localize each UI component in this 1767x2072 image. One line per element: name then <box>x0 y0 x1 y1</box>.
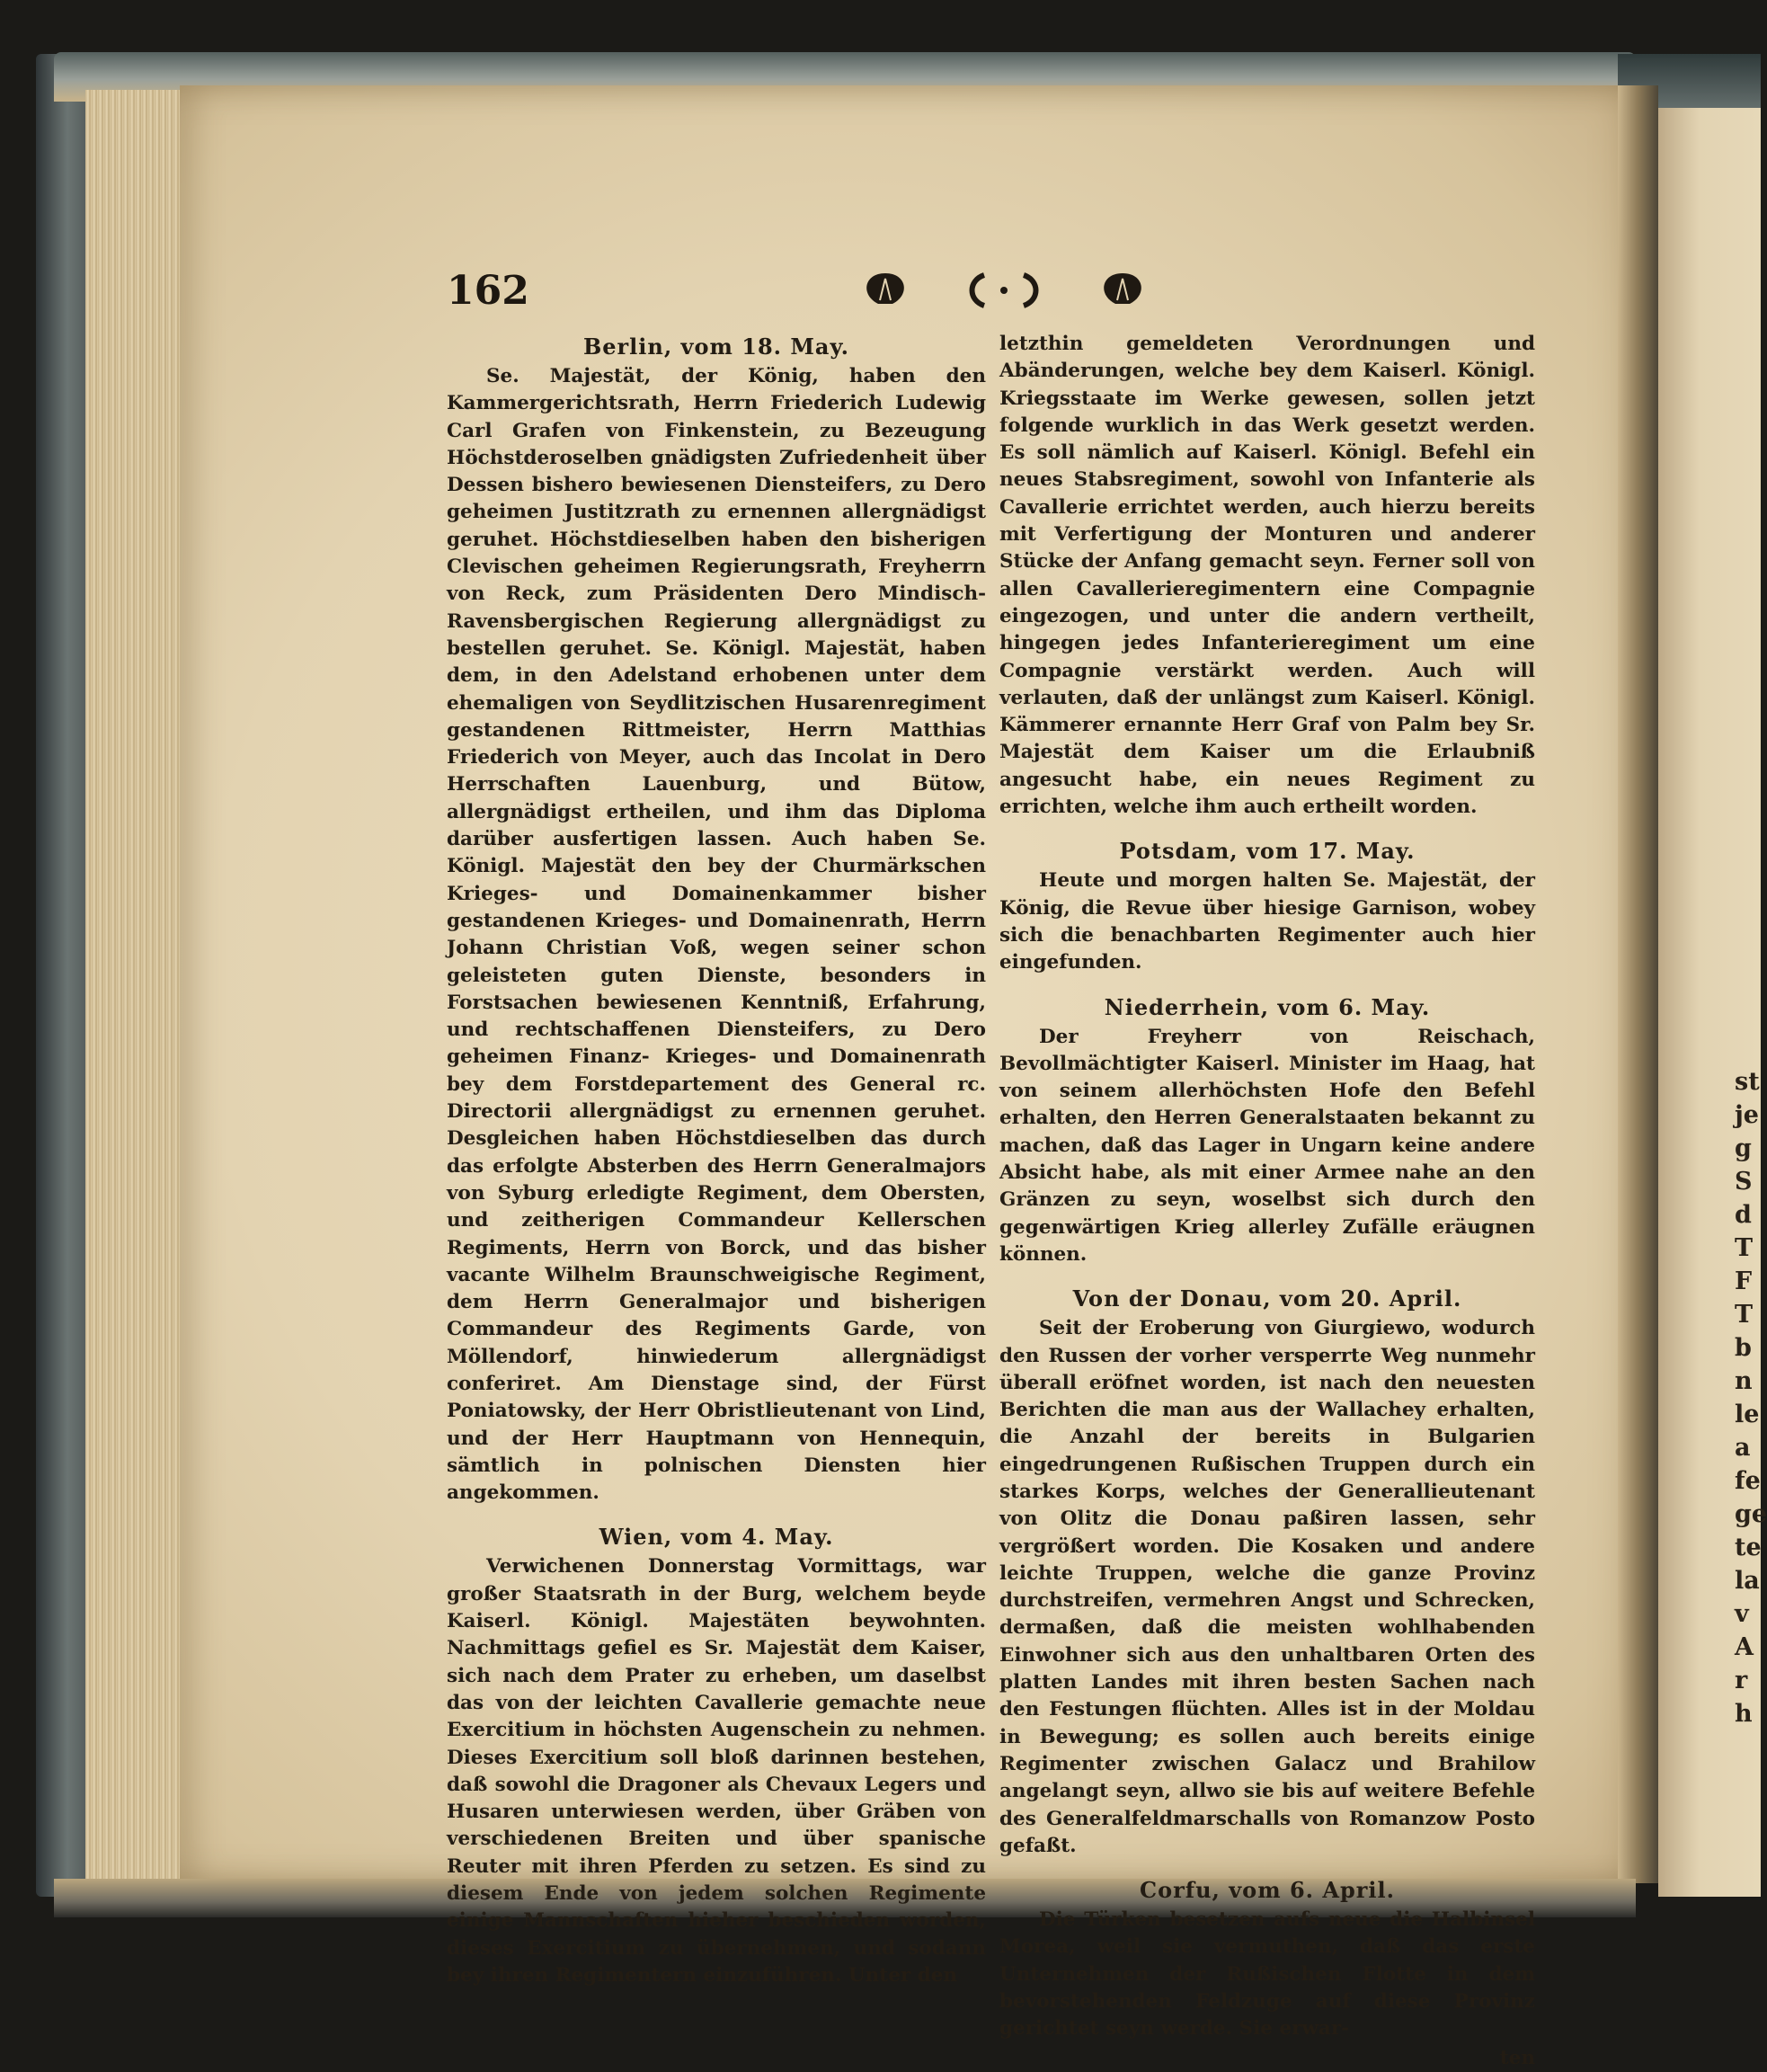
article-text: Die Türken besetzen aufs neue die Halbinsel Morea, weil sie vermuthen, daß das erste Unternehmen der Rußischen Flotte in dem bevorstehenden Feldzuge auf diese Provinz gerichtet seyn werde. Sie erwar- <box>999 1908 1535 2041</box>
article-heading: Von der Donau, vom 20. April. <box>1072 1285 1462 1312</box>
facing-page-fragment: a <box>1735 1434 1751 1462</box>
facing-page-fragment: A <box>1735 1633 1754 1661</box>
page-header <box>447 268 1543 322</box>
catchword: ten <box>1499 2046 1535 2069</box>
page-edges <box>85 90 193 1888</box>
article-text: Seit der Eroberung von Giurgiewo, wodurch den Russen der vorher versperrte Weg nunmehr überall eröfnet worden, ist nach den neuesten Berichten die man aus der Wallachey erhalten, die Anzahl der bereits in Bulgarien eingedrungenen Rußischen Truppen durch ein starkes Korps, welches der Generallieutenant von Olitz die Donau paßiren lassen, sehr vergrößert worden. Die Kosaken und andere leichte Truppen, welche die ganze Provinz durchstreifen, vermehren Angst und Schrecken, dermaßen, daß die meisten wohlhabenden Einwohner sich aus den unhaltbaren Orten des platten Landes mit ihren besten Sachen nach den Festungen flüchten. Alles ist in der Moldau in Bewegung; es sollen auch bereits einige Regimenter zwischen Galacz und Brahilow angelangt seyn, allwo sie bis auf weitere Befehle des Generalfeldmarschalls von Romanzow Posto gefaßt. <box>999 1317 1535 1857</box>
article-text: letzthin gemeldeten Verordnungen und Abänderungen, welche bey dem Kaiserl. Königl. Kriegsstaate im Werke gewesen, sollen jetzt folgende wurklich in das Werk gesetzt werden. Es soll nämlich auf Kaiserl. Königl. Befehl ein neues Stabsregiment, sowohl von Infanterie als Cavallerie errichtet werden, auch hierzu bereits mit Verfertigung der Monturen und anderer Stücke der Anfang gemacht seyn. Ferner soll von allen Cavallerieregimentern eine Compagnie eingezogen, und unter die andern vertheilt, hingegen jedes Infanterieregiment um eine Compagnie verstärkt werden. Auch will verlauten, daß der unlängst zum Kaiserl. Königl. Kämmerer ernannte Herr Graf von Palm bey Sr. Majestät dem Kaiser um die Erlaubniß angesucht habe, ein neues Regiment zu errichten, welche ihm auch ertheilt worden. <box>999 333 1535 819</box>
article-heading: Berlin, vom 18. May. <box>582 333 850 360</box>
facing-page-fragment: n <box>1735 1367 1753 1395</box>
article-heading: Wien, vom 4. May. <box>599 1524 834 1551</box>
facing-page <box>1658 108 1767 1897</box>
right-column <box>999 331 1535 2072</box>
facing-page-fragment: le <box>1735 1401 1760 1428</box>
article-text: Heute und morgen halten Se. Majestät, der König, die Revue über hiesige Garnison, wobey sich die benachbarten Regimenter auch hier eingefunden. <box>999 869 1535 974</box>
article-text: Der Freyherr von Reischach, Bevollmächtigter Kaiserl. Minister im Haag, hat von seinem allerhöchsten Hofe den Befehl erhalten, den Herren Generalstaaten bekannt zu machen, daß das Lager in Ungarn keine andere Absicht habe, als mit einer Armee nahe an den Gränzen zu seyn, woselbst sich durch den gegenwärtigen Krieg allerley Zufälle eräugnen können. <box>999 1025 1535 1266</box>
facing-page-fragment: r <box>1735 1667 1748 1694</box>
scroll-ornament-icon <box>972 275 1036 306</box>
book-gutter <box>1618 85 1658 1883</box>
facing-page-fragment: T <box>1735 1234 1754 1262</box>
facing-page-fragment: fe <box>1735 1467 1761 1495</box>
facing-page-fragment: d <box>1735 1201 1752 1229</box>
article-heading: Potsdam, vom 17. May. <box>1119 838 1416 865</box>
facing-page-fragment: S <box>1735 1168 1753 1196</box>
facing-page-fragment: T <box>1735 1301 1754 1329</box>
article-heading: Corfu, vom 6. April. <box>1140 1877 1395 1904</box>
facing-page-fragment: st <box>1735 1068 1760 1096</box>
facing-page-fragment: b <box>1735 1334 1752 1362</box>
article-text: Se. Majestät, der König, haben den Kammergerichtsrath, Herrn Friederich Ludewig Carl Grafen von Finkenstein, zu Bezeugung Höchstderoselben gnädigsten Zufriedenheit über Dessen bishero bewiesenen Diensteifers, zu Dero geheimen Justitzrath zu ernennen allergnädigst geruhet. Höchstdieselben haben den bisherigen Clevischen geheimen Regierungsrath, Freyherrn von Reck, zum Präsidenten Dero Mindisch-Ravensbergischen Regierung allergnädigst zu bestellen geruhet. Se. Königl. Majestät, haben dem, in den Adelstand erhobenen unter dem ehemaligen von Seydlitzischen Husarenregiment gestandenen Rittmeister, Herrn Matthias Friederich von Meyer, auch das Incolat in Dero Herrschaften Lauenburg, und Bütow, allergnädigst ertheilen, und ihm das Diploma darüber ausfertigen lassen. Auch haben Se. Königl. Majestät den bey der Churmärkschen Krieges- und Domainenkammer bisher gestandenen Krieges- und Domainenrath, Herrn Johann Christian Voß, wegen seiner schon geleisteten guten Dienste, besonders in Forstsachen bewiesenen Kenntniß, Erfahrung, und rechtschaffenen Diensteifers, zu Dero geheimen Finanz- Krieges- und Domainenrath bey dem Forstdepartement des General rc. Directorii allergnädigst zu ernennen geruhet. Desgleichen haben Höchstdieselben das durch das erfolgte Absterben des Herrn Generalmajors von Syburg erledigte Regiment, dem Obersten, und zeitherigen Commandeur Kellerschen Regiments, Herrn von Borck, und das bisher vacante Wilhelm Braunschweigische Regiment, dem Herrn Generalmajor und bisherigen Commandeur des Regiments Garde, von Möllendorf, hinwiederum allergnädigst conferiret. Am Dienstage sind, der Fürst Poniatowsky, der Herr Obristlieutenant von Lind, und der Herr Hauptmann von Hennequin, sämtlich in polnischen Diensten hier angekommen. <box>447 365 986 1505</box>
facing-page-fragment: v <box>1735 1600 1749 1628</box>
facing-page-fragment: la <box>1735 1567 1760 1595</box>
facing-page-fragment: je <box>1735 1101 1759 1129</box>
article-text: Verwichenen Donnerstag Vormittags, war großer Staatsrath in der Burg, welchem beyde Kaiserl. Königl. Majestäten beywohnten. Nachmittags gefiel es Sr. Majestät dem Kaiser, sich nach dem Prater zu erheben, um daselbst das von der leichten Cavallerie gemachte neue Exercitium in höchsten Augenschein zu nehmen. Dieses Exercitium soll bloß darinnen bestehen, daß sowohl die Dragoner als Chevaux Legers und Husaren unterwiesen werden, über Gräben von verschiedenen Breiten und über spanische Reuter mit ihren Pferden zu setzen. Es sind zu diesem Ende von jedem solchen Regimente einige Mannschaften hieher beschieden worden, dieses Exercitium zu übernehmen, und sodann bey ihren Regimentern einzuführen. Unter den <box>447 1555 986 1987</box>
header-ornament <box>860 268 1148 313</box>
facing-page-fragment: te <box>1735 1534 1762 1561</box>
shell-ornament-icon <box>866 273 904 304</box>
shell-ornament-icon <box>1104 273 1141 304</box>
facing-page-fragment: ge <box>1735 1500 1767 1528</box>
page-number: 162 <box>447 268 529 314</box>
facing-page-fragment: g <box>1735 1134 1752 1162</box>
left-column <box>447 331 986 1989</box>
article-heading: Niederrhein, vom 6. May. <box>1104 993 1431 1020</box>
facing-page-fragment: F <box>1735 1267 1753 1295</box>
facing-page-fragment: h <box>1735 1700 1753 1728</box>
